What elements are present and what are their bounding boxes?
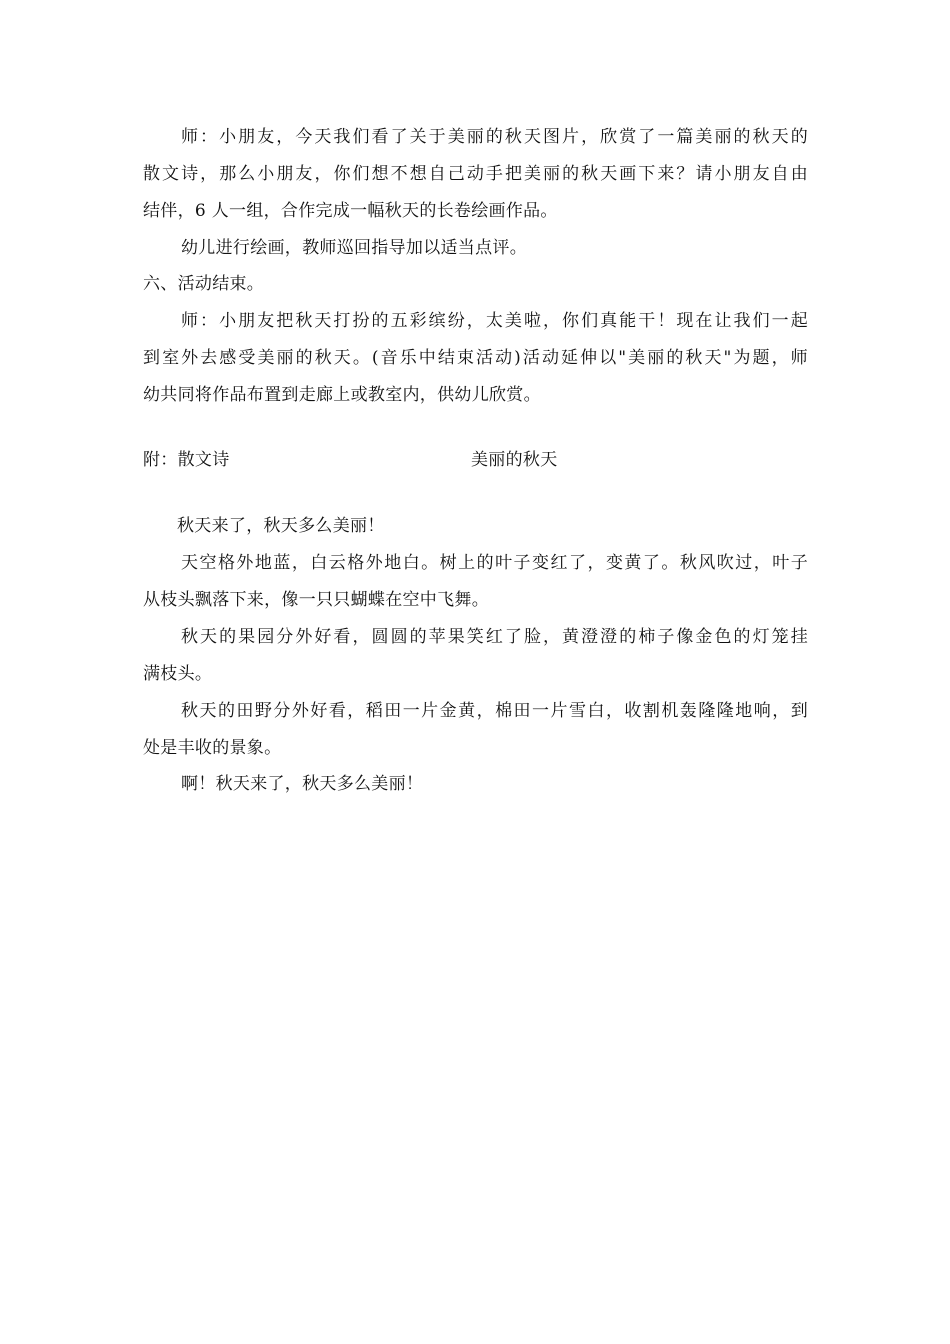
paragraph-1-line-2: 散文诗，那么小朋友，你们想不想自己动手把美丽的秋天画下来？请小朋友自由 — [143, 164, 808, 184]
poem-title: 美丽的秋天 — [471, 450, 558, 470]
poem-stanza-1-line-2: 从枝头飘落下来，像一只只蝴蝶在空中飞舞。 — [143, 590, 489, 610]
poem-stanza-3-line-1: 秋天的田野分外好看，稻田一片金黄，棉田一片雪白，收割机轰隆隆地响，到 — [181, 701, 808, 721]
poem-stanza-2-line-2: 满枝头。 — [143, 664, 213, 684]
paragraph-1-line-1: 师：小朋友，今天我们看了关于美丽的秋天图片，欣赏了一篇美丽的秋天的 — [181, 127, 808, 147]
paragraph-3-line-3: 幼共同将作品布置到走廊上或教室内，供幼儿欣赏。 — [143, 385, 541, 405]
paragraph-3-line-2: 到室外去感受美丽的秋天。(音乐中结束活动)活动延伸以"美丽的秋天"为题，师 — [143, 348, 808, 368]
section-heading: 六、活动结束。 — [143, 274, 265, 294]
appendix-label: 附：散文诗 — [143, 450, 230, 470]
poem-stanza-2-line-1: 秋天的果园分外好看，圆圆的苹果笑红了脸，黄澄澄的柿子像金色的灯笼挂 — [181, 627, 808, 647]
poem-last-line: 啊！秋天来了，秋天多么美丽！ — [181, 774, 424, 794]
poem-line-1: 秋天来了，秋天多么美丽！ — [177, 516, 385, 536]
paragraph-2: 幼儿进行绘画，教师巡回指导加以适当点评。 — [181, 238, 527, 258]
paragraph-3-line-1: 师：小朋友把秋天打扮的五彩缤纷，太美啦，你们真能干！现在让我们一起 — [181, 311, 808, 331]
poem-stanza-1-line-1: 天空格外地蓝，白云格外地白。树上的叶子变红了，变黄了。秋风吹过，叶子 — [181, 553, 808, 573]
poem-stanza-3-line-2: 处是丰收的景象。 — [143, 738, 282, 758]
paragraph-1-line-3: 结伴，6 人一组，合作完成一幅秋天的长卷绘画作品。 — [143, 201, 558, 221]
